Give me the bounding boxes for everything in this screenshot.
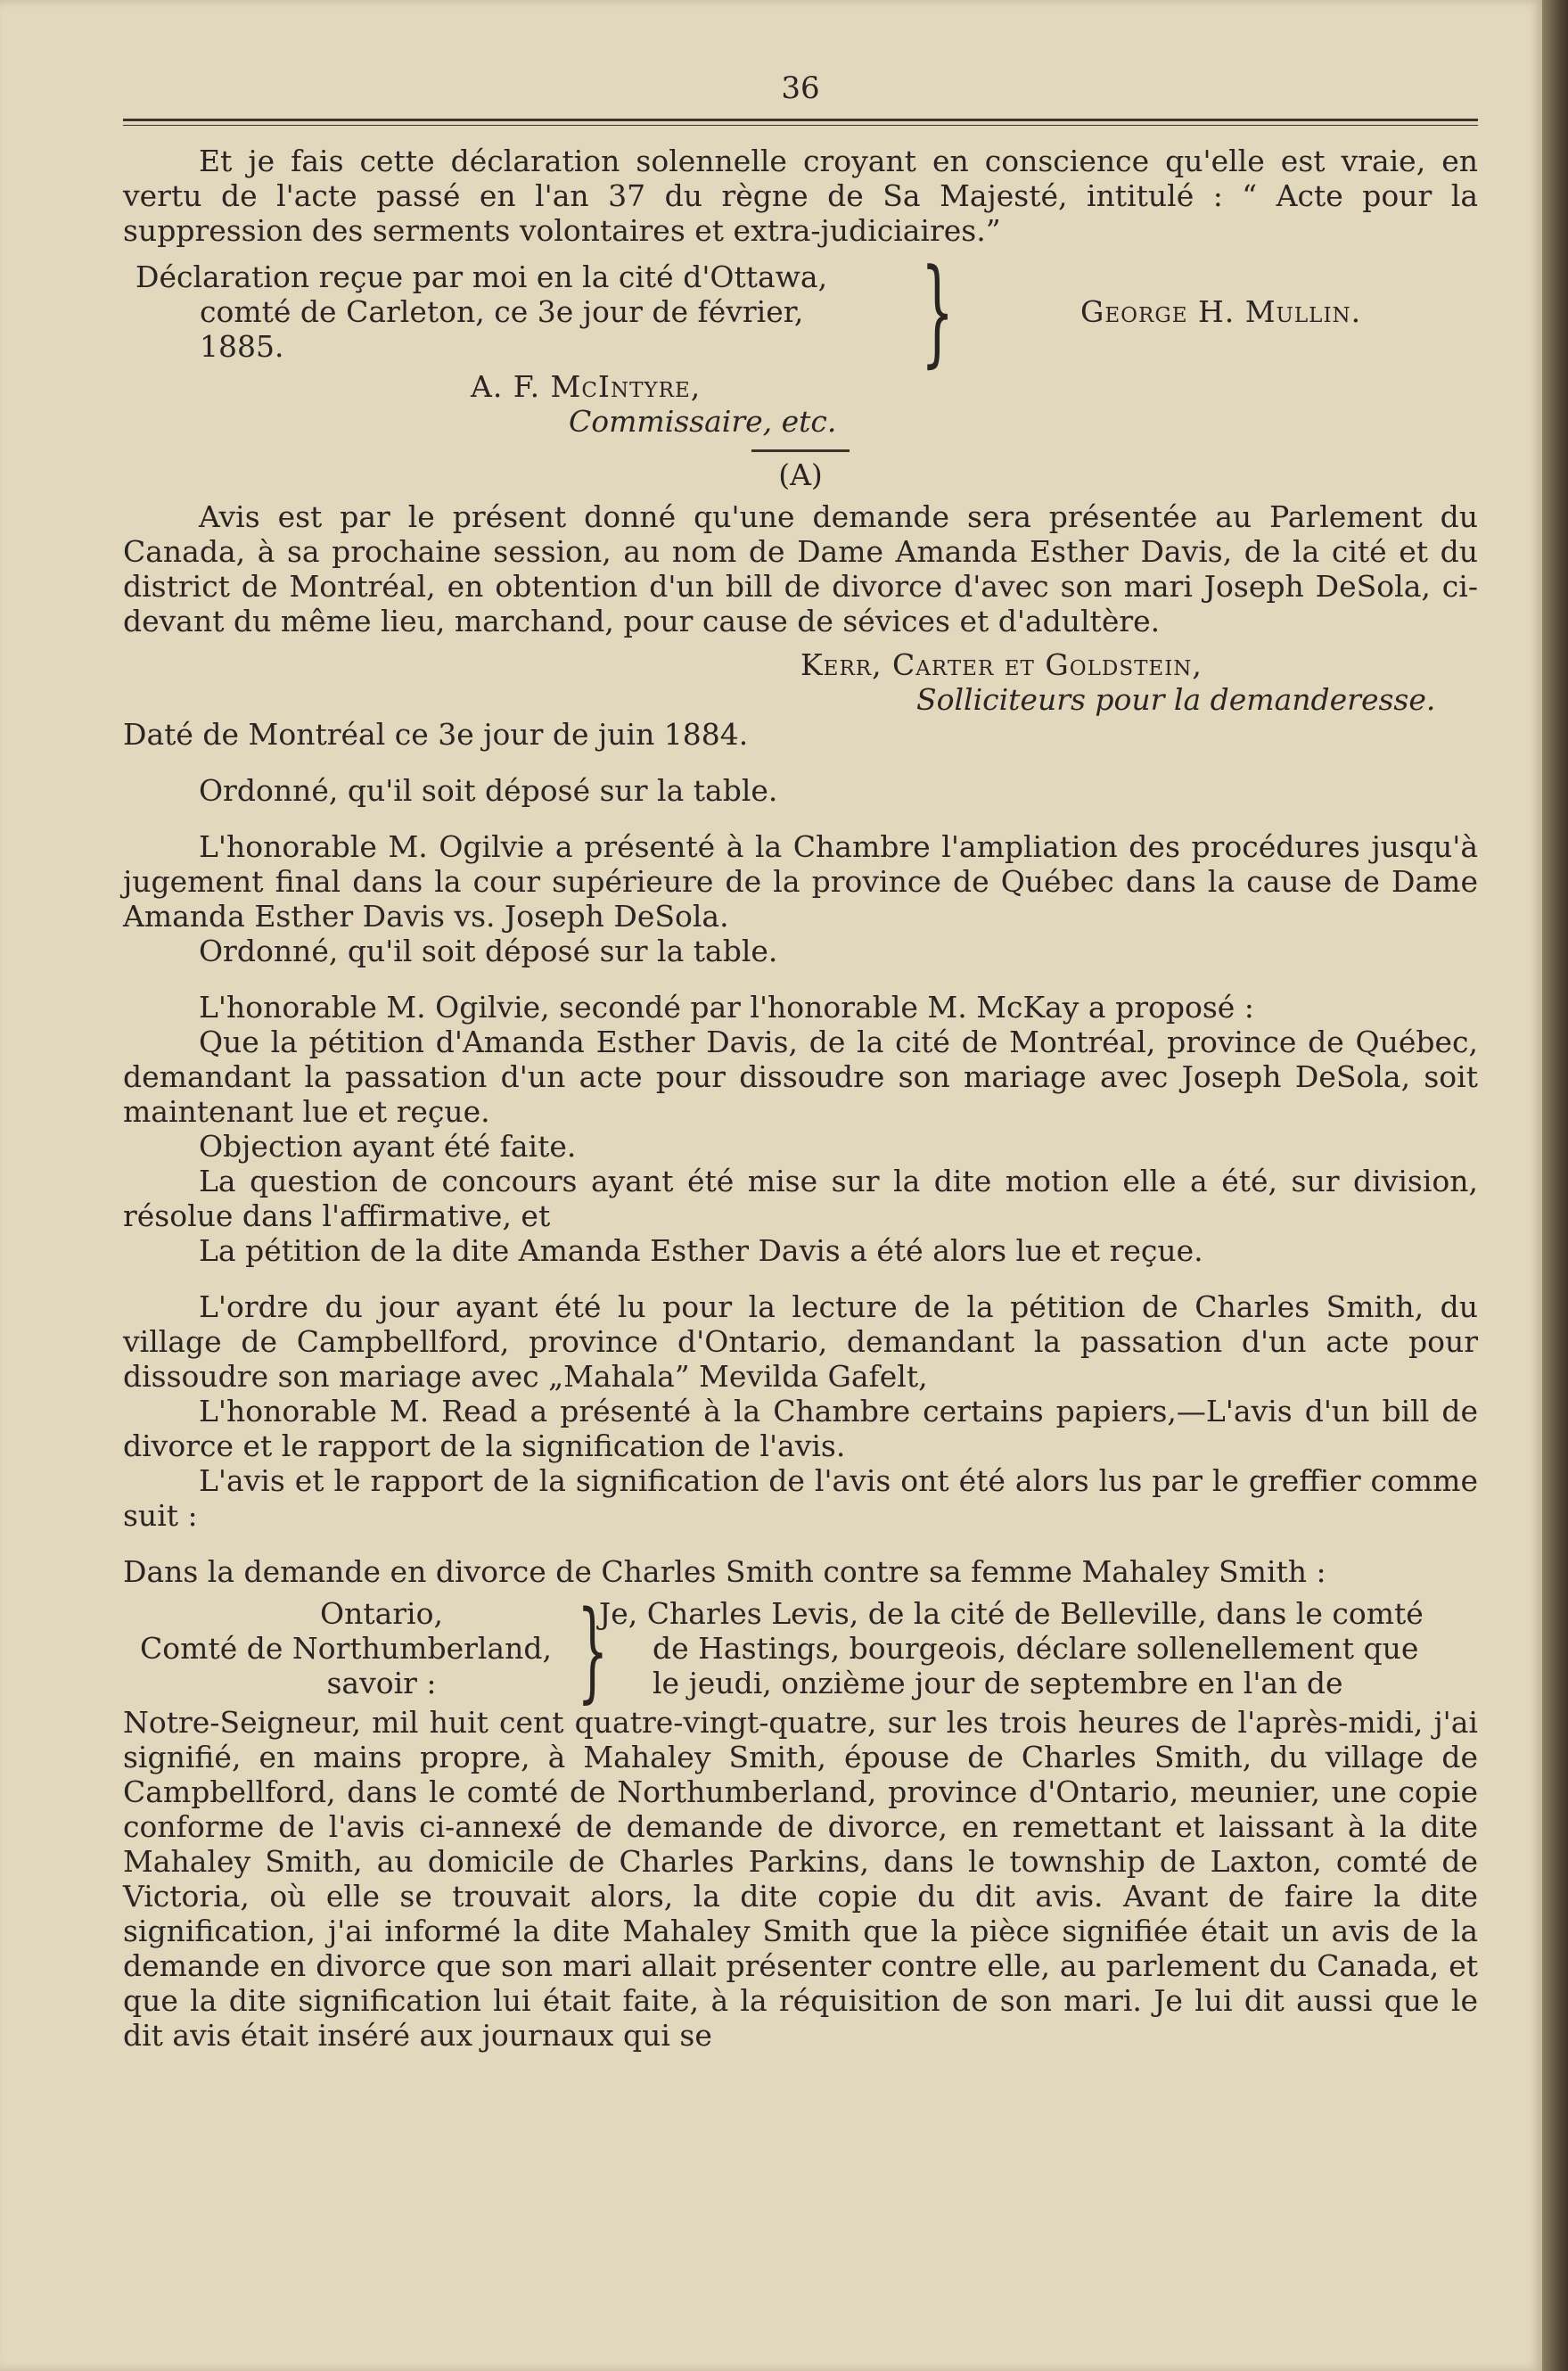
motion-intro: L'honorable M. Ogilvie, secondé par l'honorable M. McKay a proposé : — [199, 990, 1254, 1025]
decl-line-2: comté de Carleton, ce 3e jour de février, — [200, 293, 804, 329]
ogilvie-paragraph: L'honorable M. Ogilvie a présenté à la Chambre l'ampliation des procédures jusqu'à jugement final dans la cour supérieure de la province de Québec dans la cause de Dame Amanda Esther Davis vs. Joseph DeSola. — [123, 829, 1478, 934]
solicitors-name: Kerr, Carter et Goldstein, — [800, 647, 1203, 682]
header-rule — [123, 119, 1478, 126]
affidavit-line-3: le jeudi, onzième jour de septembre en l'an de — [653, 1666, 1343, 1700]
jurisdiction-line-3: savoir : — [326, 1666, 437, 1700]
commissioner-name: A. F. McIntyre, — [471, 369, 702, 404]
dans-demande-line: Dans la demande en divorce de Charles Smith contre sa femme Mahaley Smith : — [123, 1554, 1326, 1589]
jurisdiction-brace: } — [577, 1587, 609, 1714]
decl-line-1: Déclaration reçue par moi en la cité d'Ottawa, — [135, 259, 828, 294]
smith-order-paragraph: L'ordre du jour ayant été lu pour la lecture de la pétition de Charles Smith, du village de Campbellford, province d'Ontario, demandant la passation d'un acte pour dissoudre son mariage avec „Mahala” Mevilda Gafelt, — [123, 1289, 1478, 1394]
petition-read-line: La pétition de la dite Amanda Esther Davis a été alors lue et reçue. — [199, 1233, 1203, 1268]
motion-text: Que la pétition d'Amanda Esther Davis, de la cité de Montréal, province de Québec, demandant la passation d'un acte pour dissoudre son mariage avec Joseph DeSola, soit maintenant lue et reçue. — [123, 1025, 1478, 1129]
declaration-paragraph: Et je fais cette déclaration solennelle croyant en conscience qu'elle est vraie, en vertu de l'acte passé en l'an 37 du règne de Sa Majesté, intitulé : “ Acte pour la suppression des serments volontaires et extra-judiciaires.” — [123, 144, 1478, 248]
page-body — [123, 71, 1478, 2053]
jurisdiction-block — [123, 1587, 1478, 1714]
question-paragraph: La question de concours ayant été mise sur la dite motion elle a été, sur division, résolue dans l'affirmative, et — [123, 1164, 1478, 1233]
commissioner-title: Commissaire, etc. — [569, 404, 837, 439]
section-divider — [751, 449, 850, 452]
avis-paragraph: Avis est par le présent donné qu'une demande sera présentée au Parlement du Canada, à sa prochaine session, au nom de Dame Amanda Esther Davis, de la cité et du district de Montréal, en obtention d'un bill de divorce d'avec son mari Joseph DeSola, ci-devant du même lieu, marchand, pour cause de sévices et d'adultère. — [123, 499, 1478, 638]
declarant-signature: George H. Mullin. — [1080, 293, 1362, 329]
objection-line: Objection ayant été faite. — [199, 1129, 577, 1164]
ordonne-1: Ordonné, qu'il soit déposé sur la table. — [199, 773, 778, 808]
section-label: (A) — [778, 457, 823, 492]
right-brace: } — [921, 243, 955, 379]
date-line: Daté de Montréal ce 3e jour de juin 1884. — [123, 717, 749, 752]
solicitors-title: Solliciteurs pour la demanderesse. — [916, 682, 1436, 717]
affidavit-line-2: de Hastings, bourgeois, déclare sollenellement que — [653, 1631, 1419, 1666]
decl-line-3: 1885. — [200, 328, 284, 364]
jurisdiction-line-1: Ontario, — [320, 1596, 443, 1631]
ordonne-2: Ordonné, qu'il soit déposé sur la table. — [199, 934, 778, 968]
affidavit-continuation: Notre-Seigneur, mil huit cent quatre-vingt-quatre, sur les trois heures de l'après-midi, j'ai signifié, en mains propre, à Mahaley Smith, épouse de Charles Smith, du village de Campbellford, dans le comté de Northumberland, province d'Ontario, meunier, une copie conforme de l'avis ci-annexé de demande de divorce, en remettant et laissant à la dite Mahaley Smith, au domicile de Charles Parkins, dans le township de Laxton, comté de Victoria, où elle se trouvait alors, la dite copie du dit avis. Avant de faire la dite signification, j'ai informé la dite Mahaley Smith que la pièce signifiée était un avis de la demande en divorce que son mari allait présenter contre elle, au parlement du Canada, et que la dite signification lui était faite, à la réquisition de son mari. Je lui dit aussi que le dit avis était inséré aux journaux qui se — [123, 1705, 1478, 2053]
book-spine-edge — [1542, 0, 1568, 2371]
read-papers-paragraph: L'honorable M. Read a présenté à la Chambre certains papiers,—L'avis d'un bill de divorce et le rapport de la signification de l'avis. — [123, 1394, 1478, 1463]
page-number: 36 — [781, 70, 820, 106]
affidavit-line-1: Je, Charles Levis, de la cité de Belleville, dans le comté — [599, 1596, 1424, 1631]
declaration-block — [123, 243, 1478, 379]
avis-lus-paragraph: L'avis et le rapport de la signification de l'avis ont été alors lus par le greffier comme suit : — [123, 1463, 1478, 1533]
jurisdiction-line-2: Comté de Northumberland, — [140, 1631, 552, 1666]
